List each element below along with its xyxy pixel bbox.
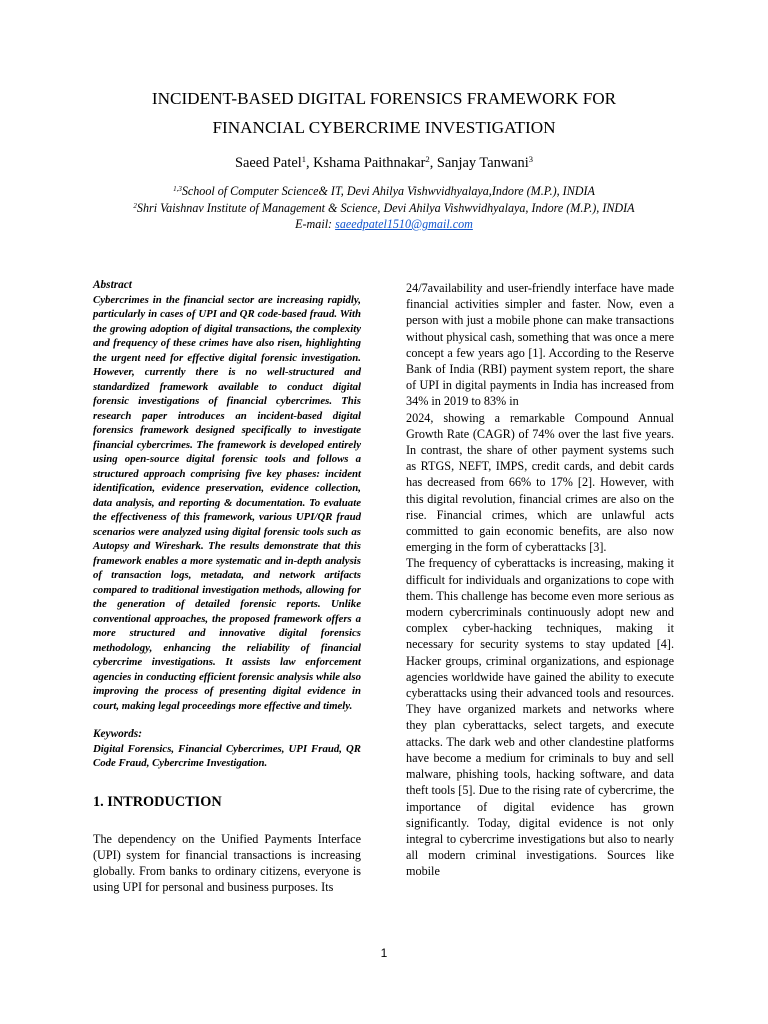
- author-name: Sanjay Tanwani: [436, 155, 529, 171]
- keywords-heading: Keywords:: [93, 728, 142, 740]
- email-link[interactable]: saeedpatel1510@gmail.com: [335, 217, 473, 231]
- email-line: [40, 216, 728, 233]
- author-affiliation-mark: 3: [528, 154, 534, 164]
- body-paragraph: The frequency of cyberattacks is increasing, making it difficult for individuals and organizations to cope with them. This challenge has become even more serious as modern cybercriminals continuously adopt new and complex cyber-hacking techniques, making it necessary for security systems to stay updated [4]. Hacker groups, criminal organizations, and espionage agencies worldwide have gained the ability to execute cyberattacks using their advanced tools and resources. They have organized markets and networks where they plan cyberattacks, select targets, and execute attacks. The dark web and other clandestine platforms have become a medium for criminals to buy and sell malware, phishing tools, hacking software, and data theft tools [5]. Due to the rising rate of cybercrime, the importance of digital evidence has grown significantly. Today, digital evidence is not only integral to cybercrime investigations but also to nearly all modern criminal investigations. Sources like mobile: [406, 556, 674, 879]
- body-paragraph: 2024, showing a remarkable Compound Annual Growth Rate (CAGR) of 74% over the last five years. In contrast, the share of other payment systems such as RTGS, NEFT, IMPS, credit cards, and debit cards has decreased from 66% to 17% [2]. However, with this digital revolution, financial crimes are also on the rise. Financial crimes, which are unlawful acts committed to gain economic benefits, are also now emerging in the form of cyberattacks [3].: [406, 410, 674, 555]
- affiliation-text: School of Computer Science& IT, Devi Ahilya Vishwvidhyalaya,Indore (M.P.), INDIA: [181, 184, 595, 198]
- abstract-text: Cybercrimes in the financial sector are increasing rapidly, particularly in cases of UPI and QR code-based fraud. With the growing adoption of digital transactions, the complexity and frequency of these crimes have also risen, highlighting the urgent need for effective digital forensic investigation. However, currently there is no well-structured and standardized framework available to conduct digital forensic investigations of financial cybercrimes. This research paper introduces an incident-based digital forensics framework designed specifically to investigate financial cybercrimes. The framework is developed entirely using open-source digital forensic tools and follows a structured approach comprising five key phases: incident identification, evidence preservation, evidence collection, data analysis, and reporting & documentation. To evaluate the effectiveness of this framework, various UPI/QR fraud scenarios were analyzed using digital forensic tools such as Autopsy and Wireshark. The results demonstrate that this framework enables a more systematic and in-depth analysis of transaction logs, metadata, and network artifacts compared to traditional investigation methods, allowing for the generation of detailed forensic reports. Unlike conventional approaches, the proposed framework offers a more structured and innovative digital forensics methodology, enhancing the reliability of financial cybercrime investigations. It assists law enforcement agencies in conducting efficient forensic analysis while also improving the process of presenting digital evidence in court, making legal proceedings more effective and timely.: [93, 293, 361, 712]
- author-affiliation-mark: 2: [425, 154, 430, 164]
- intro-paragraph: The dependency on the Unified Payments Interface (UPI) system for financial transactions is increasing globally. From banks to ordinary citizens, everyone is using UPI for personal and business purposes. Its: [93, 831, 361, 895]
- author-separator: ,: [429, 155, 437, 171]
- author-name: Kshama Paithnakar: [313, 155, 426, 171]
- right-column: [406, 280, 674, 880]
- affiliation-line: [40, 183, 728, 200]
- author-affiliation-mark: 1: [301, 154, 306, 164]
- page-number: 1: [380, 946, 388, 960]
- keywords-text: Digital Forensics, Financial Cybercrimes, UPI Fraud, QR Code Fraud, Cybercrime Investigation.: [93, 742, 361, 769]
- body-paragraph: 24/7availability and user-friendly interface have made financial activities simpler and faster. Now, even a person with just a mobile phone can make transactions without physical cash, something that was once a mere concept a few years ago [1]. According to the Reserve Bank of India (RBI) payment system report, the share of UPI in digital payments in India has increased from 34% in 2019 to 83% in: [406, 281, 674, 409]
- section-heading-introduction: 1. INTRODUCTION: [93, 793, 222, 810]
- author-name: Saeed Patel: [234, 155, 302, 171]
- email-label: E-mail:: [295, 217, 336, 231]
- abstract-heading: Abstract: [93, 279, 132, 291]
- paper-title: [60, 84, 708, 142]
- affiliation-text: Shri Vaishnav Institute of Management & Science, Devi Ahilya Vishwvidhyalaya, Indore (M.P.), INDIA: [136, 200, 635, 215]
- affiliations: [40, 183, 728, 233]
- title-line-1: INCIDENT-BASED DIGITAL FORENSICS FRAMEWORK FOR: [151, 89, 617, 108]
- author-list: [40, 153, 728, 173]
- title-line-2: FINANCIAL CYBERCRIME INVESTIGATION: [212, 118, 556, 137]
- affiliation-mark: 2: [133, 201, 137, 210]
- affiliation-mark: 1,3: [173, 185, 182, 193]
- author-separator: ,: [305, 155, 314, 171]
- left-column: [93, 278, 361, 895]
- affiliation-line: [40, 200, 728, 217]
